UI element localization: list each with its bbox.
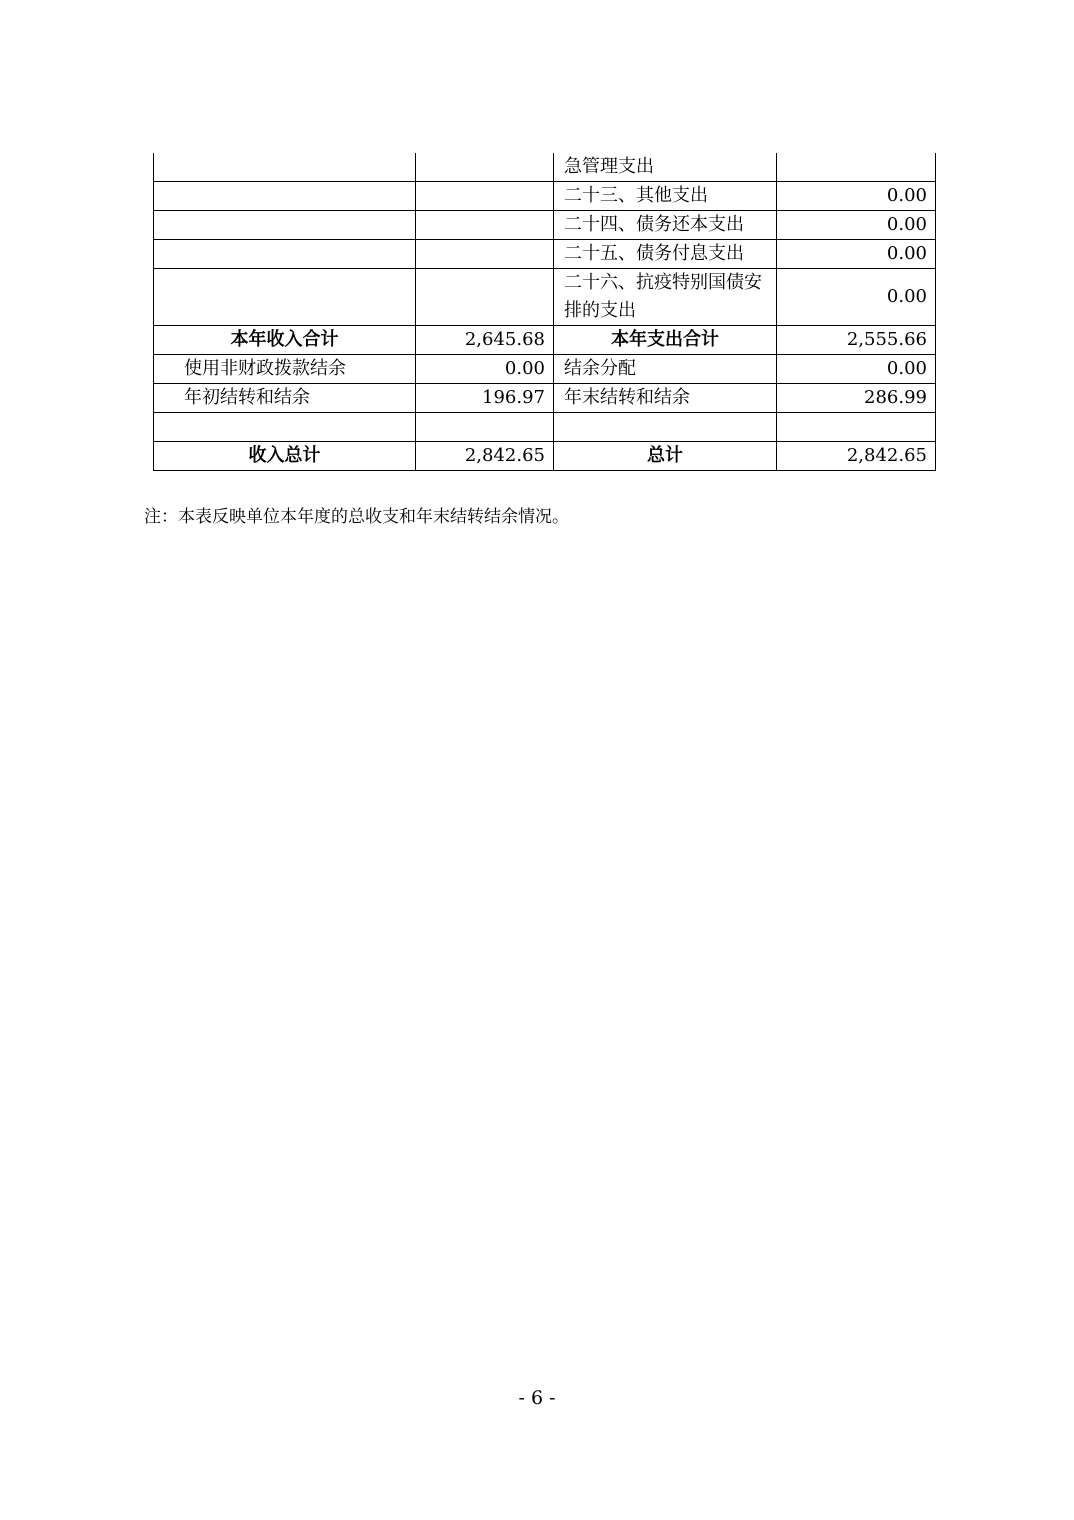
income-amount-cell: 196.97: [416, 384, 554, 413]
income-item-cell: 使用非财政拨款结余: [154, 355, 416, 384]
table-row: [154, 153, 936, 182]
table-row-annual-subtotal: [154, 326, 936, 355]
table-row: [154, 182, 936, 211]
table-row-grand-total: [154, 442, 936, 471]
table-row: [154, 384, 936, 413]
table-row: [154, 240, 936, 269]
income-expense-table: [153, 153, 936, 471]
expense-item-cell: 二十六、抗疫特别国债安排的支出: [554, 269, 777, 326]
expense-item-cell: 年末结转和结余: [554, 384, 777, 413]
expense-item-cell: 二十三、其他支出: [554, 182, 777, 211]
income-amount-cell: [416, 413, 554, 442]
expense-amount-cell: 0.00: [777, 211, 936, 240]
expense-item-cell: 本年支出合计: [554, 326, 777, 355]
table-note: 注：本表反映单位本年度的总收支和年末结转结余情况。: [144, 507, 569, 527]
expense-amount-cell: 2,842.65: [777, 442, 936, 471]
income-amount-cell: [416, 269, 554, 326]
income-amount-cell: 2,842.65: [416, 442, 554, 471]
income-amount-cell: 0.00: [416, 355, 554, 384]
expense-amount-cell: 0.00: [777, 355, 936, 384]
expense-amount-cell: 2,555.66: [777, 326, 936, 355]
expense-amount-cell: 0.00: [777, 182, 936, 211]
table-row-empty: [154, 413, 936, 442]
page-number: - 6 -: [518, 1387, 556, 1409]
expense-amount-cell: 0.00: [777, 269, 936, 326]
income-item-cell: [154, 153, 416, 182]
income-item-cell: 本年收入合计: [154, 326, 416, 355]
table-row: [154, 211, 936, 240]
income-item-cell: [154, 182, 416, 211]
income-amount-cell: [416, 182, 554, 211]
expense-item-cell: 二十五、债务付息支出: [554, 240, 777, 269]
expense-item-cell: 急管理支出: [554, 153, 777, 182]
income-item-cell: [154, 269, 416, 326]
income-item-cell: [154, 211, 416, 240]
expense-item-cell: 总计: [554, 442, 777, 471]
table-row: [154, 269, 936, 326]
expense-item-cell: 二十四、债务还本支出: [554, 211, 777, 240]
income-item-cell: [154, 240, 416, 269]
expense-amount-cell: [777, 413, 936, 442]
income-amount-cell: [416, 211, 554, 240]
income-item-cell: 年初结转和结余: [154, 384, 416, 413]
income-item-cell: 收入总计: [154, 442, 416, 471]
income-amount-cell: [416, 153, 554, 182]
expense-amount-cell: 286.99: [777, 384, 936, 413]
income-amount-cell: 2,645.68: [416, 326, 554, 355]
expense-amount-cell: [777, 153, 936, 182]
expense-item-cell: [554, 413, 777, 442]
income-amount-cell: [416, 240, 554, 269]
income-item-cell: [154, 413, 416, 442]
table-row: [154, 355, 936, 384]
expense-item-cell: 结余分配: [554, 355, 777, 384]
expense-amount-cell: 0.00: [777, 240, 936, 269]
